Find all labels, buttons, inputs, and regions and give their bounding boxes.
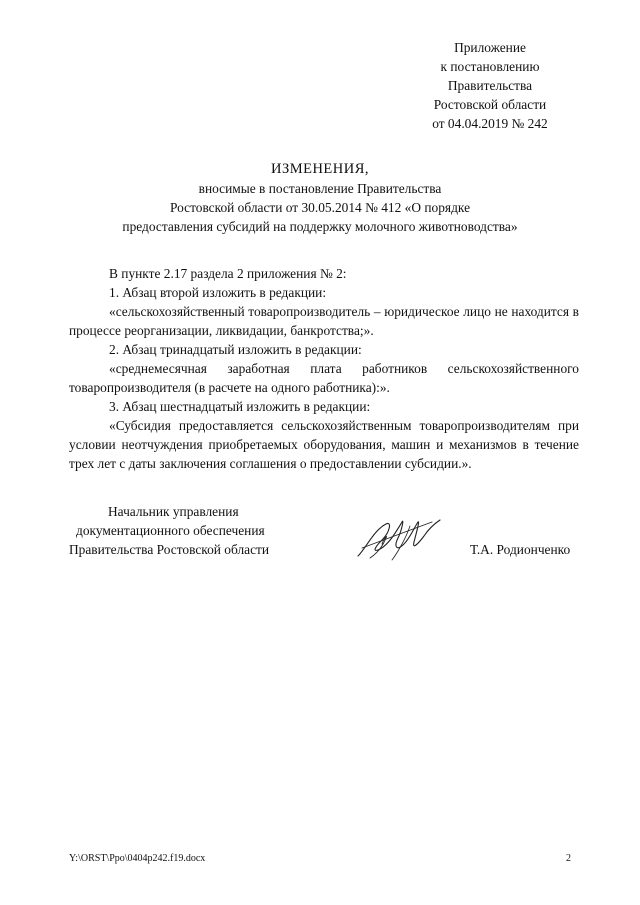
document-subtitle-line: предоставления субсидий на поддержку молочного животноводства»: [122, 219, 518, 234]
document-heading: [80, 160, 560, 236]
position-line: Начальник управления: [108, 504, 239, 519]
document-subtitle-line: вносимые в постановление Правительства: [198, 181, 442, 196]
item2-text: «среднемесячная заработная плата работников сельскохозяйственного товаропроизводителя (в расчете на одного работника):».: [69, 361, 579, 395]
intro-paragraph: В пункте 2.17 раздела 2 приложения № 2:: [109, 266, 347, 281]
handwritten-signature: [352, 508, 442, 568]
item3-label: 3. Абзац шестнадцатый изложить в редакции:: [109, 399, 371, 414]
appendix-header: [380, 38, 600, 133]
signer-name: Т.А. Родионченко: [470, 542, 571, 557]
item2-label: 2. Абзац тринадцатый изложить в редакции:: [109, 342, 362, 357]
item1-label: 1. Абзац второй изложить в редакции:: [109, 285, 327, 300]
appendix-line: Ростовской области: [433, 97, 547, 112]
document-title: ИЗМЕНЕНИЯ,: [270, 161, 370, 177]
appendix-line: Приложение: [454, 40, 526, 55]
position-line: Правительства Ростовской области: [69, 542, 270, 557]
position-line: документационного обеспечения: [76, 523, 265, 538]
document-body: [69, 264, 579, 473]
item3-text: «Субсидия предоставляется сельскохозяйственным товаропроизводителям при условии неотчуждения приобретаемых оборудования, машин и механизмов в течение трех лет с даты заключения соглашения о предоставлении субсидии.».: [69, 418, 579, 471]
document-subtitle-line: Ростовской области от 30.05.2014 № 412 «О порядке: [169, 200, 471, 215]
signatory-position: [69, 502, 329, 559]
item1-text: «сельскохозяйственный товаропроизводитель – юридическое лицо не находится в процессе реорганизации, ликвидации, банкротства;».: [69, 304, 579, 338]
appendix-line: от 04.04.2019 № 242: [432, 116, 548, 131]
appendix-line: к постановлению: [440, 59, 540, 74]
appendix-line: Правительства: [447, 78, 533, 93]
page-number: 2: [566, 853, 571, 864]
file-path: Y:\ORST\Ppo\0404p242.f19.docx: [69, 853, 206, 864]
